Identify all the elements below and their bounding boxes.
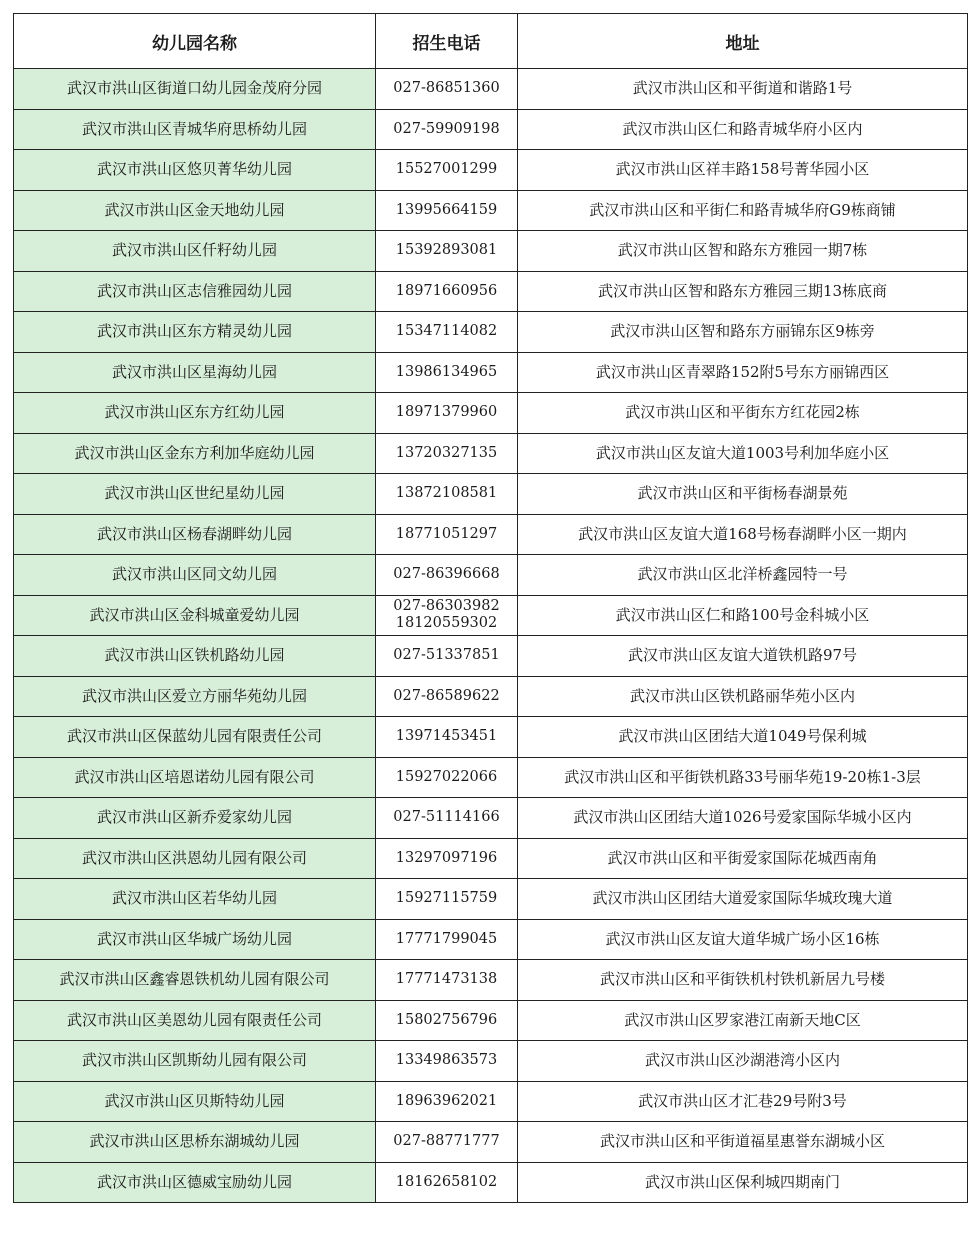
kindergarten-name-cell: 武汉市洪山区志信雅园幼儿园 <box>14 271 376 312</box>
phone-number: 18971660956 <box>395 282 498 299</box>
phone-number: 13720327135 <box>395 444 498 461</box>
kindergarten-name-cell: 武汉市洪山区仟籽幼儿园 <box>14 231 376 272</box>
address-cell: 武汉市洪山区铁机路丽华苑小区内 <box>518 676 968 717</box>
cropped-title-strip <box>0 0 978 12</box>
address-cell: 武汉市洪山区团结大道1049号保利城 <box>518 717 968 758</box>
table-row <box>14 312 968 353</box>
phone-cell <box>376 1162 518 1203</box>
phone-cell <box>376 433 518 474</box>
kindergarten-name-cell: 武汉市洪山区洪恩幼儿园有限公司 <box>14 838 376 879</box>
table-row <box>14 1122 968 1163</box>
phone-cell <box>376 1041 518 1082</box>
phone-number: 18162658102 <box>395 1173 498 1190</box>
kindergarten-name-cell: 武汉市洪山区金科城童爱幼儿园 <box>14 595 376 636</box>
address-cell: 武汉市洪山区和平街东方红花园2栋 <box>518 393 968 434</box>
kindergarten-name-cell: 武汉市洪山区街道口幼儿园金茂府分园 <box>14 69 376 110</box>
kindergarten-name-cell: 武汉市洪山区东方红幼儿园 <box>14 393 376 434</box>
phone-cell <box>376 352 518 393</box>
table-row <box>14 109 968 150</box>
phone-cell <box>376 393 518 434</box>
phone-cell <box>376 919 518 960</box>
phone-cell <box>376 109 518 150</box>
address-cell: 武汉市洪山区友谊大道铁机路97号 <box>518 636 968 677</box>
phone-cell <box>376 271 518 312</box>
address-cell: 武汉市洪山区友谊大道1003号利加华庭小区 <box>518 433 968 474</box>
kindergarten-name-cell: 武汉市洪山区华城广场幼儿园 <box>14 919 376 960</box>
address-cell: 武汉市洪山区仁和路青城华府小区内 <box>518 109 968 150</box>
phone-number: 15392893081 <box>395 242 498 259</box>
kindergarten-name-cell: 武汉市洪山区凯斯幼儿园有限公司 <box>14 1041 376 1082</box>
header-phone: 招生电话 <box>376 14 518 69</box>
address-cell: 武汉市洪山区祥丰路158号菁华园小区 <box>518 150 968 191</box>
phone-number: 027-51337851 <box>393 647 500 664</box>
address-cell: 武汉市洪山区和平街爱家国际花城西南角 <box>518 838 968 879</box>
table-row <box>14 150 968 191</box>
address-cell: 武汉市洪山区仁和路100号金科城小区 <box>518 595 968 636</box>
address-cell: 武汉市洪山区和平街仁和路青城华府G9栋商铺 <box>518 190 968 231</box>
kindergarten-name-cell: 武汉市洪山区鑫睿恩铁机幼儿园有限公司 <box>14 960 376 1001</box>
table-row <box>14 960 968 1001</box>
phone-number: 18971379960 <box>395 404 498 421</box>
table-row <box>14 838 968 879</box>
table-row <box>14 595 968 636</box>
address-cell: 武汉市洪山区北洋桥鑫园特一号 <box>518 555 968 596</box>
phone-cell <box>376 150 518 191</box>
phone-cell <box>376 312 518 353</box>
phone-cell <box>376 555 518 596</box>
kindergarten-name-cell: 武汉市洪山区德威宝励幼儿园 <box>14 1162 376 1203</box>
header-name: 幼儿园名称 <box>14 14 376 69</box>
table-row <box>14 190 968 231</box>
phone-number: 15802756796 <box>395 1011 498 1028</box>
phone-cell <box>376 1000 518 1041</box>
address-cell: 武汉市洪山区和平街铁机村铁机新居九号楼 <box>518 960 968 1001</box>
kindergarten-name-cell: 武汉市洪山区爱立方丽华苑幼儿园 <box>14 676 376 717</box>
phone-number: 027-86396668 <box>393 566 500 583</box>
table-row <box>14 1081 968 1122</box>
kindergarten-name-cell: 武汉市洪山区世纪星幼儿园 <box>14 474 376 515</box>
kindergarten-name-cell: 武汉市洪山区金天地幼儿园 <box>14 190 376 231</box>
phone-cell <box>376 960 518 1001</box>
phone-cell <box>376 514 518 555</box>
phone-number: 027-86589622 <box>393 687 500 704</box>
table-row <box>14 757 968 798</box>
phone-number: 15927115759 <box>395 890 498 907</box>
phone-number: 17771799045 <box>395 930 498 947</box>
phone-number: 13995664159 <box>395 201 498 218</box>
phone-cell <box>376 757 518 798</box>
phone-number: 18963962021 <box>395 1092 498 1109</box>
phone-number: 027-59909198 <box>393 120 500 137</box>
table-header <box>14 14 968 69</box>
table-row <box>14 474 968 515</box>
address-cell: 武汉市洪山区沙湖港湾小区内 <box>518 1041 968 1082</box>
address-cell: 武汉市洪山区智和路东方雅园一期7栋 <box>518 231 968 272</box>
table-row <box>14 271 968 312</box>
phone-number: 17771473138 <box>395 971 498 988</box>
phone-number: 027-86851360 <box>393 80 500 97</box>
phone-cell <box>376 1122 518 1163</box>
phone-cell <box>376 231 518 272</box>
table-row <box>14 555 968 596</box>
address-cell: 武汉市洪山区才汇巷29号附3号 <box>518 1081 968 1122</box>
table-row <box>14 1162 968 1203</box>
table-row <box>14 352 968 393</box>
table-row <box>14 69 968 110</box>
address-cell: 武汉市洪山区罗家港江南新天地C区 <box>518 1000 968 1041</box>
address-cell: 武汉市洪山区智和路东方丽锦东区9栋旁 <box>518 312 968 353</box>
address-cell: 武汉市洪山区团结大道爱家国际华城玫瑰大道 <box>518 879 968 920</box>
kindergarten-name-cell: 武汉市洪山区同文幼儿园 <box>14 555 376 596</box>
phone-number: 18120559302 <box>395 615 498 632</box>
kindergarten-name-cell: 武汉市洪山区青城华府思桥幼儿园 <box>14 109 376 150</box>
table-row <box>14 879 968 920</box>
table-row <box>14 798 968 839</box>
phone-number: 18771051297 <box>395 525 498 542</box>
address-cell: 武汉市洪山区和平街道福星惠誉东湖城小区 <box>518 1122 968 1163</box>
kindergarten-name-cell: 武汉市洪山区东方精灵幼儿园 <box>14 312 376 353</box>
phone-cell <box>376 69 518 110</box>
phone-number: 13872108581 <box>395 485 498 502</box>
phone-number: 15527001299 <box>395 161 498 178</box>
phone-cell <box>376 838 518 879</box>
phone-cell <box>376 1081 518 1122</box>
kindergarten-name-cell: 武汉市洪山区杨春湖畔幼儿园 <box>14 514 376 555</box>
table-row <box>14 676 968 717</box>
table-row <box>14 717 968 758</box>
address-cell: 武汉市洪山区团结大道1026号爱家国际华城小区内 <box>518 798 968 839</box>
phone-number: 027-51114166 <box>393 809 500 826</box>
phone-cell <box>376 190 518 231</box>
kindergarten-name-cell: 武汉市洪山区保蓝幼儿园有限责任公司 <box>14 717 376 758</box>
address-cell: 武汉市洪山区友谊大道168号杨春湖畔小区一期内 <box>518 514 968 555</box>
kindergarten-name-cell: 武汉市洪山区美恩幼儿园有限责任公司 <box>14 1000 376 1041</box>
table-row <box>14 393 968 434</box>
kindergarten-name-cell: 武汉市洪山区思桥东湖城幼儿园 <box>14 1122 376 1163</box>
kindergarten-name-cell: 武汉市洪山区贝斯特幼儿园 <box>14 1081 376 1122</box>
kindergarten-name-cell: 武汉市洪山区培恩诺幼儿园有限公司 <box>14 757 376 798</box>
table-row <box>14 919 968 960</box>
table-row <box>14 231 968 272</box>
phone-number: 027-88771777 <box>393 1133 500 1150</box>
kindergarten-name-cell: 武汉市洪山区悠贝菁华幼儿园 <box>14 150 376 191</box>
kindergarten-table <box>13 13 968 1203</box>
phone-cell <box>376 474 518 515</box>
phone-cell <box>376 879 518 920</box>
address-cell: 武汉市洪山区保利城四期南门 <box>518 1162 968 1203</box>
kindergarten-name-cell: 武汉市洪山区若华幼儿园 <box>14 879 376 920</box>
address-cell: 武汉市洪山区友谊大道华城广场小区16栋 <box>518 919 968 960</box>
phone-number: 15347114082 <box>395 323 498 340</box>
header-row <box>14 14 968 69</box>
phone-number: 13297097196 <box>395 849 498 866</box>
address-cell: 武汉市洪山区和平街杨春湖景苑 <box>518 474 968 515</box>
phone-cell <box>376 636 518 677</box>
table-row <box>14 1041 968 1082</box>
kindergarten-name-cell: 武汉市洪山区新乔爱家幼儿园 <box>14 798 376 839</box>
header-address: 地址 <box>518 14 968 69</box>
phone-number: 15927022066 <box>395 768 498 785</box>
table-row <box>14 514 968 555</box>
address-cell: 武汉市洪山区和平街道和谐路1号 <box>518 69 968 110</box>
kindergarten-name-cell: 武汉市洪山区铁机路幼儿园 <box>14 636 376 677</box>
table-row <box>14 1000 968 1041</box>
phone-cell <box>376 798 518 839</box>
phone-cell <box>376 676 518 717</box>
address-cell: 武汉市洪山区青翠路152附5号东方丽锦西区 <box>518 352 968 393</box>
address-cell: 武汉市洪山区智和路东方雅园三期13栋底商 <box>518 271 968 312</box>
phone-cell <box>376 717 518 758</box>
kindergarten-name-cell: 武汉市洪山区星海幼儿园 <box>14 352 376 393</box>
table-row <box>14 433 968 474</box>
phone-cell <box>376 595 518 636</box>
phone-number: 13986134965 <box>395 363 498 380</box>
kindergarten-name-cell: 武汉市洪山区金东方利加华庭幼儿园 <box>14 433 376 474</box>
phone-number: 13971453451 <box>395 728 498 745</box>
phone-number: 027-86303982 <box>393 598 500 615</box>
phone-number: 13349863573 <box>395 1052 498 1069</box>
table-row <box>14 636 968 677</box>
table-body <box>14 69 968 1203</box>
address-cell: 武汉市洪山区和平街铁机路33号丽华苑19-20栋1-3层 <box>518 757 968 798</box>
